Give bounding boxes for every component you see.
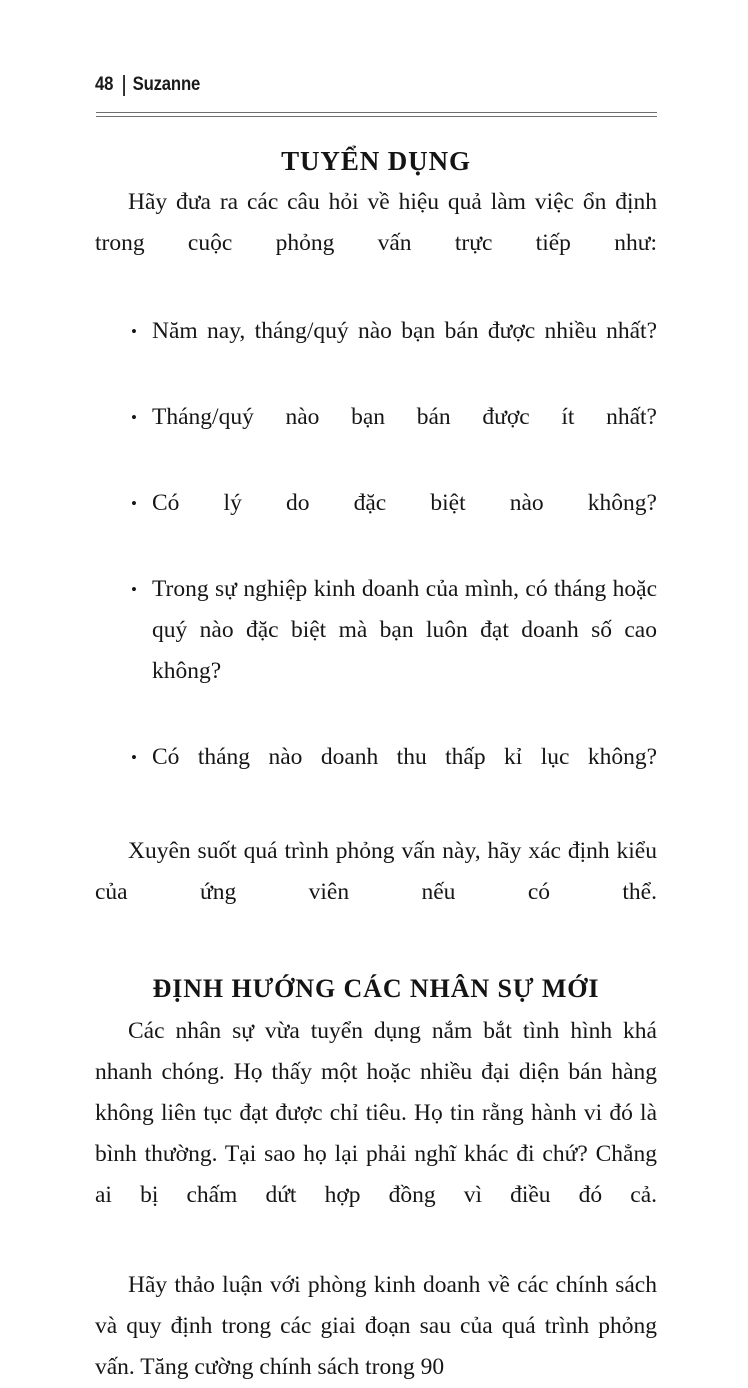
body-paragraph-2: Các nhân sự vừa tuyển dụng nắm bắt tình hình khá nhanh chóng. Họ thấy một hoặc nhiều đại diện bán hàng không liên tục đạt được chỉ tiêu. Họ tin rằng hành vi đó là bình thường. Tại sao họ lại phải nghĩ khác đi chứ? Chẳng ai bị chấm dứt hợp đồng vì điều đó cả. xyxy=(95,1017,657,1208)
list-item xyxy=(95,483,657,565)
running-head xyxy=(95,72,200,98)
bullet-icon: • xyxy=(131,579,137,599)
list-item xyxy=(95,569,657,733)
list-item xyxy=(95,397,657,479)
section-heading-recruitment: TUYỂN DỤNG xyxy=(281,146,471,176)
interview-question-list xyxy=(95,311,657,819)
book-title: Suzanne xyxy=(132,74,201,95)
bullet-icon: • xyxy=(131,493,137,513)
list-item-text: Năm nay, tháng/quý nào bạn bán được nhiều nhất? xyxy=(152,317,657,344)
list-item xyxy=(95,311,657,393)
section-heading-onboarding: ĐỊNH HƯỚNG CÁC NHÂN SỰ MỚI xyxy=(152,973,600,1003)
header-rule-line-top xyxy=(96,112,657,113)
bullet-icon: • xyxy=(131,747,137,767)
bullet-icon: • xyxy=(131,321,137,341)
header-double-rule xyxy=(96,112,657,117)
page-number: 48 xyxy=(95,74,114,95)
bullet-icon: • xyxy=(131,407,137,427)
running-head-divider xyxy=(123,75,125,96)
list-item-text: Trong sự nghiệp kinh doanh của mình, có tháng hoặc quý nào đặc biệt mà bạn luôn đạt doanh số cao không? xyxy=(152,575,657,684)
list-item-text: Có lý do đặc biệt nào không? xyxy=(152,489,657,516)
list-item-text: Tháng/quý nào bạn bán được ít nhất? xyxy=(152,403,657,430)
intro-paragraph: Hãy đưa ra các câu hỏi về hiệu quả làm việc ổn định trong cuộc phỏng vấn trực tiếp như: xyxy=(95,188,657,256)
text-column xyxy=(95,136,657,1388)
list-item xyxy=(95,737,657,819)
header-rule-line-bottom xyxy=(96,116,657,117)
list-item-text: Có tháng nào doanh thu thấp kỉ lục không? xyxy=(152,743,657,770)
closing-paragraph: Xuyên suốt quá trình phỏng vấn này, hãy xác định kiểu của ứng viên nếu có thể. xyxy=(95,837,657,905)
body-paragraph-3: Hãy thảo luận với phòng kinh doanh về các chính sách và quy định trong các giai đoạn sau của quá trình phỏng vấn. Tăng cường chính sách trong 90 xyxy=(95,1271,657,1380)
